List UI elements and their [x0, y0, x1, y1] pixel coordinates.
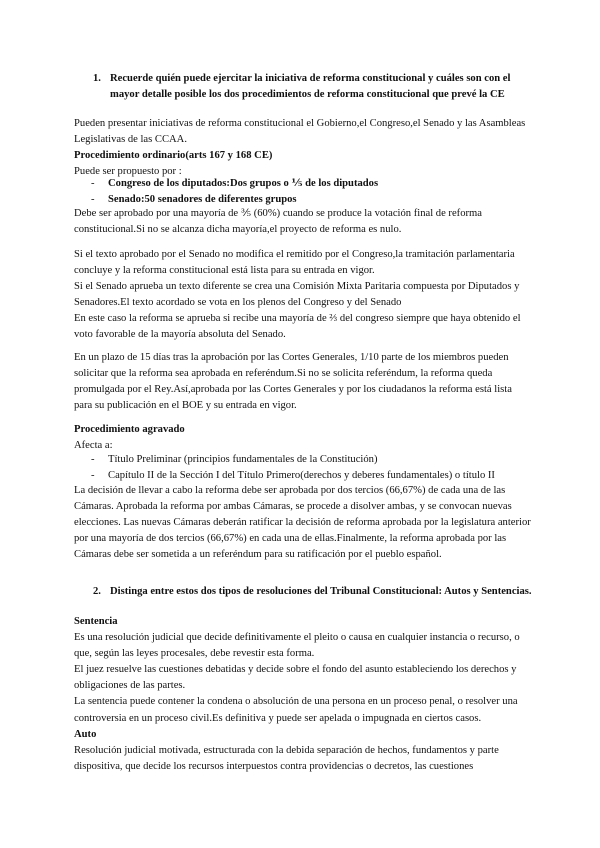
- sentencia-paragraph-3: La sentencia puede contener la condena o absolución de una persona en un proceso penal, o resolver una controversia en un proceso civil.Es definitiva y puede ser apelada o impugnada en ciertos casos.: [74, 696, 518, 724]
- list-item: [91, 468, 531, 484]
- question-2-title: Distinga entre estos dos tipos de resoluciones del Tribunal Constitucional: Autos y Sentencias.: [110, 586, 532, 597]
- ordinario-title: Procedimiento ordinario(arts 167 y 168 CE): [74, 150, 273, 162]
- ordinario-body: [74, 206, 532, 238]
- list-item: [91, 452, 531, 468]
- section-ordinario: [74, 116, 532, 180]
- sentencia-paragraph-2: El juez resuelve las cuestiones debatidas y decide sobre el fondo del asunto estableciendo los derechos y obligaciones de las partes.: [74, 664, 517, 692]
- agravado-body: [74, 483, 532, 563]
- sentencia-title: Sentencia: [74, 616, 118, 627]
- list-item-text: Capítulo II de la Sección I del Título Primero(derechos y deberes fundamentales) o título II: [108, 470, 495, 481]
- ordinario-paragraph-2a: Si el texto aprobado por el Senado no modifica el remitido por el Congreso,la tramitación parlamentaria concluye y la reforma constitucional está lista para su entrada en vigor.: [74, 249, 515, 277]
- agravado-title: Procedimiento agravado: [74, 424, 185, 435]
- question-1-title: Recuerde quién puede ejercitar la iniciativa de reforma constitucional y cuáles son con el mayor detalle posible los dos procedimientos de reforma constitucional que prevé la CE: [110, 73, 511, 101]
- agravado-paragraph: La decisión de llevar a cabo la reforma debe ser aprobada por dos tercios (66,67%) de cada una de las Cámaras. Aprobada la reforma por ambas Cámaras, se procede a disolver ambas, y se convocan nuevas elecciones. Las nuevas Cámaras deberán ratificar la decisión de reforma aprobada por la legislatura anterior por una mayoría de dos tercios (66,67%) en cada una de ellas.Finalmente, la reforma aprobada por las Cámaras debe ser sometida a un referéndum para su ratificación por el pueblo español.: [74, 485, 531, 561]
- question-2-number: 2.: [93, 586, 101, 597]
- agravado-lead: Afecta a:: [74, 440, 113, 452]
- dash-bullet: -: [91, 194, 95, 205]
- agravado-list: [91, 452, 531, 484]
- ordinario-lead: Puede ser propuesto por :: [74, 166, 182, 178]
- section-agravado: [74, 422, 532, 454]
- dash-bullet: -: [91, 178, 95, 189]
- question-1-number: 1.: [93, 73, 101, 84]
- section-sentencia: [74, 614, 532, 775]
- ordinario-paragraph-2c: En este caso la reforma se aprueba si recibe una mayoría de ⅔ del congreso siempre que haya obtenido el voto favorable de la mayoría absoluta del Senado.: [74, 313, 521, 341]
- list-item-text: Congreso de los diputados:Dos grupos o ⅕ de los diputados: [108, 178, 379, 189]
- list-item-text: Senado:50 senadores de diferentes grupos: [108, 194, 297, 205]
- ordinario-paragraph-3: En un plazo de 15 días tras la aprobación por las Cortes Generales, 1/10 parte de los miembros pueden solicitar que la reforma sea aprobada en referéndum.Si no se solicita referéndum, la reforma queda promulgada por el Rey.Así,aprobada por las Cortes Generales y por los ciudadanos la reforma está lista para su publicación en el BOE y su entrada en vigor.: [74, 352, 512, 412]
- auto-paragraph-1: Resolución judicial motivada, estructurada con la debida separación de hechos, fundamentos y parte dispositiva, que decide los recursos interpuestos contra providencias o decretos, las cuestiones: [74, 744, 499, 772]
- sentencia-paragraph-1: Es una resolución judicial que decide definitivamente el pleito o causa en cualquier instancia o recurso, o que, según las leyes procesales, debe revestir esta forma.: [74, 632, 520, 660]
- ordinario-body-3: [74, 350, 532, 414]
- list-item: [91, 176, 531, 192]
- intro-paragraph: Pueden presentar iniciativas de reforma constitucional el Gobierno,el Congreso,el Senado y las Asambleas Legislativas de las CCAA.: [74, 118, 526, 146]
- auto-title: Auto: [74, 728, 97, 740]
- list-item-text: Título Preliminar (principios fundamentales de la Constitución): [108, 454, 378, 465]
- dash-bullet: -: [91, 470, 95, 481]
- ordinario-paragraph-2b: Si el Senado aprueba un texto diferente se crea una Comisión Mixta Paritaria compuesta por Diputados y Senadores.El texto acordado se vota en los plenos del Congreso y del Senado: [74, 281, 520, 309]
- ordinario-paragraph-1: Debe ser aprobado por una mayoría de ⅗ (60%) cuando se produce la votación final de reforma constitucional.Si no se alcanza dicha mayoría,el proyecto de reforma es nulo.: [74, 208, 482, 236]
- question-1-heading: [93, 71, 533, 103]
- dash-bullet: -: [91, 454, 95, 465]
- ordinario-body-2: [74, 247, 532, 344]
- question-2-heading: [93, 584, 533, 600]
- ordinario-list: [91, 176, 531, 208]
